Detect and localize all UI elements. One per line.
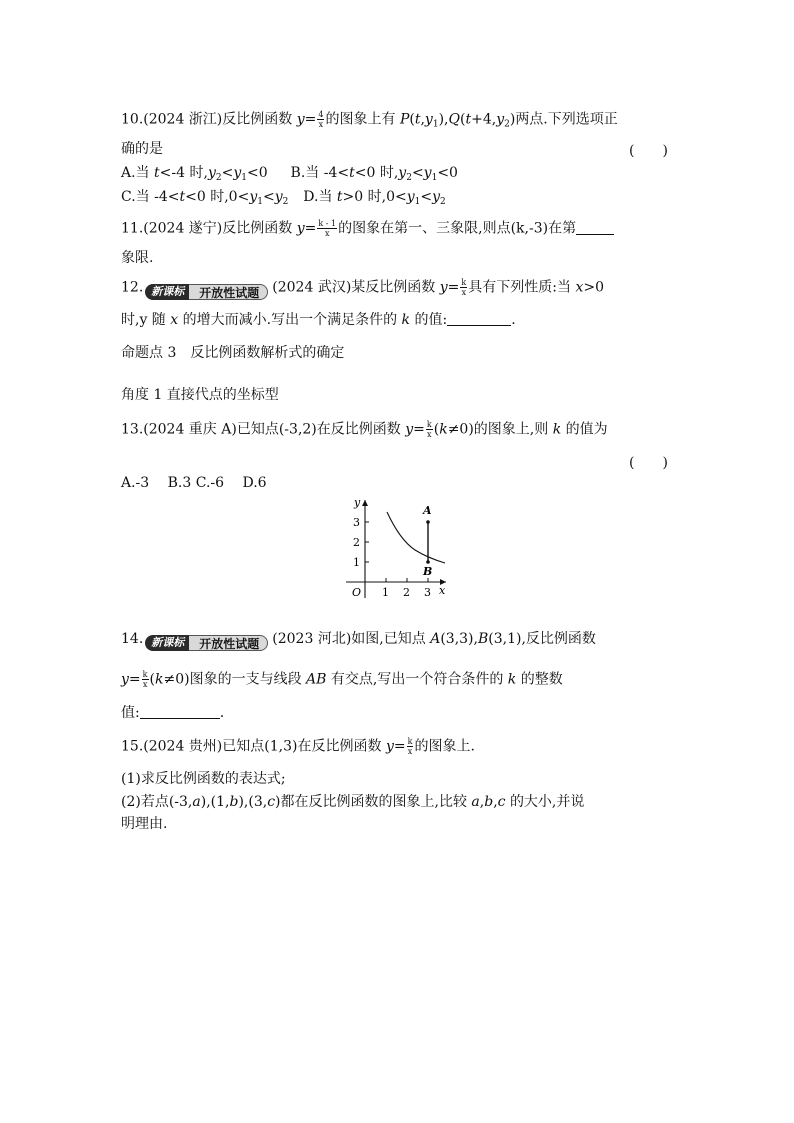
q12-line1: 12. 新课标 开放性试题 (2024 武汉)某反比例函数 y= $\frac{k}{x}$ 具有下列性质:当 x>0 <box>121 278 604 300</box>
x-tick-label: 2 <box>403 586 410 599</box>
q12-line2: 时,y 随 x 的增大而减小.写出一个满足条件的 k 的值: . <box>121 312 516 328</box>
q13-options: A.-3 B.3 C.-6 D.6 <box>121 475 267 491</box>
q13-answer-paren: ( ) <box>629 455 668 471</box>
q10-options-cd: C.当 -4<t<0 时$,0<y_1<y_2$ D.当 t>0 时$,0<y_1<y_2$ <box>121 189 446 207</box>
q15-part2-line2: 明理由. <box>121 816 168 832</box>
q15-line1: 15.(2024 贵州)已知点(1,3)在反比例函数 y= $\frac{k}{x}$ 的图象上. <box>121 737 475 756</box>
q13-fraction: $\frac{k}{x}$ <box>426 420 432 439</box>
q14-line2: y= $\frac{k}{x}$ (k≠0)图象的一支与线段 AB 有交点,写出一个符合条件的 k 的整数 <box>121 670 563 689</box>
x-tick-label: 1 <box>382 586 389 599</box>
y-tick-label: 1 <box>353 556 360 569</box>
origin-label: O <box>352 586 362 599</box>
hyperbola-branch <box>387 512 445 563</box>
q10-source: (2024 浙江) <box>143 111 223 128</box>
y-tick-label: 3 <box>353 516 360 529</box>
q14-fraction: $\frac{k}{x}$ <box>142 670 148 689</box>
new-curriculum-badge: 新课标 开放性试题 <box>145 635 268 651</box>
q10-number: 10. <box>121 111 144 128</box>
x-axis-label: x <box>439 584 446 597</box>
q15-fraction: $\frac{k}{x}$ <box>407 737 413 756</box>
q10-line2: 确的是 <box>121 141 163 157</box>
angle-title: 角度 1 直接代点的坐标型 <box>121 387 279 403</box>
q10-fraction: $\frac{4}{x}$ <box>318 110 324 129</box>
y-axis-arrow <box>362 500 368 506</box>
q13-line1: 13.(2024 重庆 A)已知点(-3,2)在反比例函数 y= $\frac{k}{x}$ (k≠0)的图象上,则 k 的值为 <box>121 420 608 439</box>
q10-text-c: 两点.下列选项正 <box>515 111 618 128</box>
q10-answer-paren: ( ) <box>629 143 668 159</box>
q11-answer-blank[interactable] <box>576 234 614 235</box>
point-a-label: A <box>423 504 432 517</box>
y-axis-label: y <box>354 496 361 509</box>
point-b-label: B <box>423 565 433 578</box>
section-title: 命题点 3 反比例函数解析式的确定 <box>121 345 345 361</box>
reciprocal-function-graph <box>340 492 450 602</box>
q10-options-ab: A.当 t<-4 时$,y_2<y_1<0$ B.当 -4<t<0 时$,y_2<y_1<0$ <box>121 165 458 183</box>
q10-text: 反比例函数 <box>222 111 293 128</box>
point-b-dot <box>426 560 430 564</box>
q15-part1: (1)求反比例函数的表达式; <box>121 771 286 787</box>
point-a-dot <box>426 520 430 524</box>
q12-answer-blank[interactable] <box>447 325 511 326</box>
q14-line1: 14. 新课标 开放性试题 (2023 河北)如图,已知点 A(3,3),B(3,1),反比例函数 <box>121 631 596 651</box>
y-tick-label: 2 <box>353 536 360 549</box>
q10-text-b: 的图象上有 <box>325 111 396 128</box>
q11-line1: 11.(2024 遂宁)反比例函数 y= $\frac{k - 1}{x}$ 的图象在第一、三象限,则点(k,-3)在第 <box>121 219 614 238</box>
q14-line3: 值: . <box>121 705 225 721</box>
q10-line1: 10.(2024 浙江)反比例函数 y= $\frac{4}{x}$ 的图象上有 $P(t,y_1),Q(t+4,y_2)$两点.下列选项正 <box>121 110 618 130</box>
q11-source: (2024 遂宁) <box>143 220 223 237</box>
q14-answer-blank[interactable] <box>140 718 220 719</box>
q11-line2: 象限. <box>121 250 154 266</box>
x-tick-label: 3 <box>424 586 431 599</box>
new-curriculum-badge: 新课标 开放性试题 <box>145 284 268 300</box>
q12-fraction: $\frac{k}{x}$ <box>461 278 467 297</box>
q15-part2: (2)若点(-3,a),(1,b),(3,c)都在反比例函数的图象上,比较 a,b,c 的大小,并说 <box>121 794 585 810</box>
q11-fraction: $\frac{k - 1}{x}$ <box>318 219 337 238</box>
